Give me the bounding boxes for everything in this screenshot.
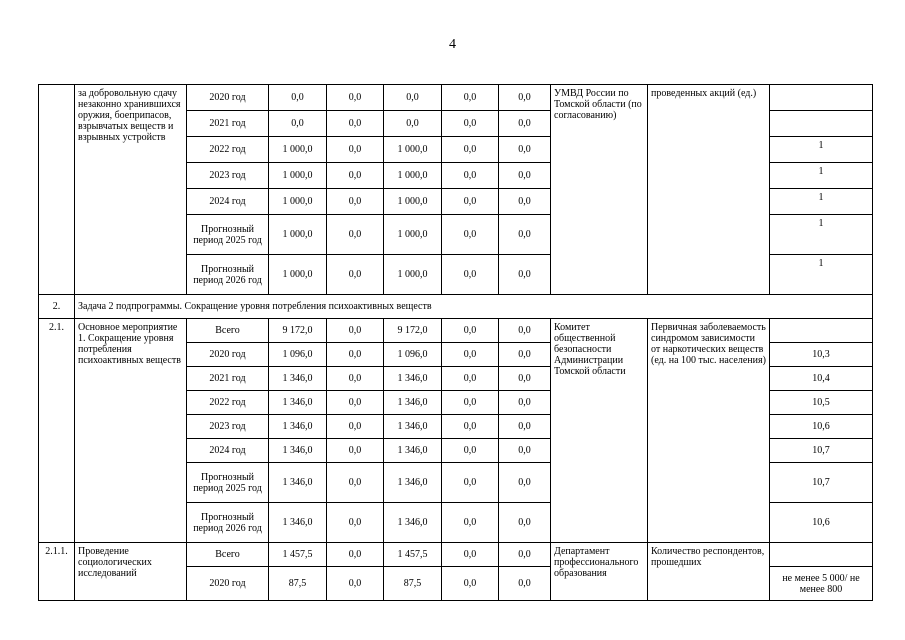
- federal-cell: 0,0: [327, 367, 384, 391]
- period-cell: Прогнозный период 2025 год: [187, 215, 269, 255]
- indicator-cell: Количество респондентов, прошедших: [648, 543, 770, 601]
- other-cell: 0,0: [499, 439, 551, 463]
- target-value-cell: [770, 85, 873, 111]
- other-cell: 0,0: [499, 463, 551, 503]
- total-cell: 1 346,0: [269, 463, 327, 503]
- period-cell: 2020 год: [187, 343, 269, 367]
- indicator-cell: проведенных акций (ед.): [648, 85, 770, 295]
- regional-cell: 1 457,5: [384, 543, 442, 567]
- activity-name: Проведение социологических исследований: [75, 543, 187, 601]
- total-cell: 1 000,0: [269, 137, 327, 163]
- period-cell: 2021 год: [187, 367, 269, 391]
- total-cell: 1 457,5: [269, 543, 327, 567]
- program-table: [38, 84, 873, 601]
- local-cell: 0,0: [442, 343, 499, 367]
- target-value-cell: 1: [770, 215, 873, 255]
- total-cell: 1 346,0: [269, 415, 327, 439]
- row-number: 2.1.: [39, 319, 75, 543]
- period-cell: Прогнозный период 2025 год: [187, 463, 269, 503]
- total-cell: 1 346,0: [269, 503, 327, 543]
- regional-cell: 1 346,0: [384, 415, 442, 439]
- federal-cell: 0,0: [327, 137, 384, 163]
- target-value-cell: 10,7: [770, 439, 873, 463]
- local-cell: 0,0: [442, 543, 499, 567]
- executor-cell: Департамент профессионального образования: [551, 543, 648, 601]
- total-cell: 87,5: [269, 567, 327, 601]
- row-number: 2.1.1.: [39, 543, 75, 601]
- total-cell: 1 096,0: [269, 343, 327, 367]
- federal-cell: 0,0: [327, 503, 384, 543]
- local-cell: 0,0: [442, 215, 499, 255]
- regional-cell: 87,5: [384, 567, 442, 601]
- other-cell: 0,0: [499, 215, 551, 255]
- target-value-cell: [770, 543, 873, 567]
- local-cell: 0,0: [442, 463, 499, 503]
- other-cell: 0,0: [499, 111, 551, 137]
- page-number: 4: [449, 37, 456, 52]
- period-cell: 2024 год: [187, 439, 269, 463]
- total-cell: 1 346,0: [269, 439, 327, 463]
- other-cell: 0,0: [499, 415, 551, 439]
- target-value-cell: 10,6: [770, 415, 873, 439]
- federal-cell: 0,0: [327, 163, 384, 189]
- period-cell: Прогнозный период 2026 год: [187, 255, 269, 295]
- regional-cell: 1 000,0: [384, 255, 442, 295]
- local-cell: 0,0: [442, 111, 499, 137]
- target-value-cell: 10,6: [770, 503, 873, 543]
- regional-cell: 1 096,0: [384, 343, 442, 367]
- total-cell: 0,0: [269, 85, 327, 111]
- federal-cell: 0,0: [327, 343, 384, 367]
- federal-cell: 0,0: [327, 463, 384, 503]
- total-cell: 1 346,0: [269, 367, 327, 391]
- regional-cell: 1 346,0: [384, 391, 442, 415]
- executor-cell: Комитет общественной безопасности Администрации Томской области: [551, 319, 648, 543]
- period-cell: Всего: [187, 543, 269, 567]
- total-cell: 0,0: [269, 111, 327, 137]
- target-value-cell: 1: [770, 163, 873, 189]
- task-title: Задача 2 подпрограммы. Сокращение уровня потребления психоактивных веществ: [75, 295, 873, 319]
- period-cell: 2020 год: [187, 567, 269, 601]
- local-cell: 0,0: [442, 367, 499, 391]
- local-cell: 0,0: [442, 85, 499, 111]
- local-cell: 0,0: [442, 319, 499, 343]
- federal-cell: 0,0: [327, 439, 384, 463]
- other-cell: 0,0: [499, 85, 551, 111]
- period-cell: Всего: [187, 319, 269, 343]
- local-cell: 0,0: [442, 503, 499, 543]
- federal-cell: 0,0: [327, 85, 384, 111]
- period-cell: 2023 год: [187, 415, 269, 439]
- target-value-cell: 1: [770, 255, 873, 295]
- local-cell: 0,0: [442, 415, 499, 439]
- target-value-cell: 10,4: [770, 367, 873, 391]
- regional-cell: 1 000,0: [384, 215, 442, 255]
- period-cell: 2020 год: [187, 85, 269, 111]
- target-value-cell: 1: [770, 189, 873, 215]
- other-cell: 0,0: [499, 255, 551, 295]
- period-cell: 2022 год: [187, 137, 269, 163]
- federal-cell: 0,0: [327, 189, 384, 215]
- total-cell: 1 000,0: [269, 215, 327, 255]
- regional-cell: 0,0: [384, 111, 442, 137]
- target-value-cell: [770, 319, 873, 343]
- federal-cell: 0,0: [327, 255, 384, 295]
- indicator-cell: Первичная заболеваемость синдромом зависимости от наркотических веществ (ед. на 100 тыс. населения): [648, 319, 770, 543]
- regional-cell: 1 000,0: [384, 137, 442, 163]
- other-cell: 0,0: [499, 343, 551, 367]
- regional-cell: 1 346,0: [384, 439, 442, 463]
- table-row: [39, 85, 873, 111]
- target-value-cell: не менее 5 000/ не менее 800: [770, 567, 873, 601]
- regional-cell: 1 346,0: [384, 463, 442, 503]
- period-cell: 2022 год: [187, 391, 269, 415]
- local-cell: 0,0: [442, 255, 499, 295]
- local-cell: 0,0: [442, 163, 499, 189]
- total-cell: 1 000,0: [269, 163, 327, 189]
- federal-cell: 0,0: [327, 391, 384, 415]
- other-cell: 0,0: [499, 567, 551, 601]
- other-cell: 0,0: [499, 391, 551, 415]
- local-cell: 0,0: [442, 567, 499, 601]
- federal-cell: 0,0: [327, 567, 384, 601]
- executor-cell: УМВД России по Томской области (по согласованию): [551, 85, 648, 295]
- target-value-cell: 10,3: [770, 343, 873, 367]
- local-cell: 0,0: [442, 137, 499, 163]
- local-cell: 0,0: [442, 439, 499, 463]
- activity-name: Основное мероприятие 1. Сокращение уровня потребления психоактивных веществ: [75, 319, 187, 543]
- target-value-cell: 10,5: [770, 391, 873, 415]
- other-cell: 0,0: [499, 543, 551, 567]
- local-cell: 0,0: [442, 391, 499, 415]
- other-cell: 0,0: [499, 367, 551, 391]
- regional-cell: 9 172,0: [384, 319, 442, 343]
- total-cell: 9 172,0: [269, 319, 327, 343]
- total-cell: 1 000,0: [269, 255, 327, 295]
- federal-cell: 0,0: [327, 319, 384, 343]
- activity-name: за добровольную сдачу незаконно хранившихся оружия, боеприпасов, взрывчатых веществ и взрывных устройств: [75, 85, 187, 295]
- total-cell: 1 346,0: [269, 391, 327, 415]
- regional-cell: 1 346,0: [384, 503, 442, 543]
- task-row: [39, 295, 873, 319]
- regional-cell: 0,0: [384, 85, 442, 111]
- task-number: 2.: [39, 295, 75, 319]
- federal-cell: 0,0: [327, 415, 384, 439]
- other-cell: 0,0: [499, 137, 551, 163]
- other-cell: 0,0: [499, 319, 551, 343]
- table-row: [39, 319, 873, 343]
- other-cell: 0,0: [499, 189, 551, 215]
- federal-cell: 0,0: [327, 111, 384, 137]
- period-cell: 2024 год: [187, 189, 269, 215]
- period-cell: 2023 год: [187, 163, 269, 189]
- federal-cell: 0,0: [327, 543, 384, 567]
- regional-cell: 1 000,0: [384, 189, 442, 215]
- target-value-cell: 1: [770, 137, 873, 163]
- federal-cell: 0,0: [327, 215, 384, 255]
- row-number: [39, 85, 75, 295]
- target-value-cell: [770, 111, 873, 137]
- target-value-cell: 10,7: [770, 463, 873, 503]
- other-cell: 0,0: [499, 163, 551, 189]
- regional-cell: 1 000,0: [384, 163, 442, 189]
- total-cell: 1 000,0: [269, 189, 327, 215]
- period-cell: 2021 год: [187, 111, 269, 137]
- other-cell: 0,0: [499, 503, 551, 543]
- regional-cell: 1 346,0: [384, 367, 442, 391]
- period-cell: Прогнозный период 2026 год: [187, 503, 269, 543]
- table-row: [39, 543, 873, 567]
- local-cell: 0,0: [442, 189, 499, 215]
